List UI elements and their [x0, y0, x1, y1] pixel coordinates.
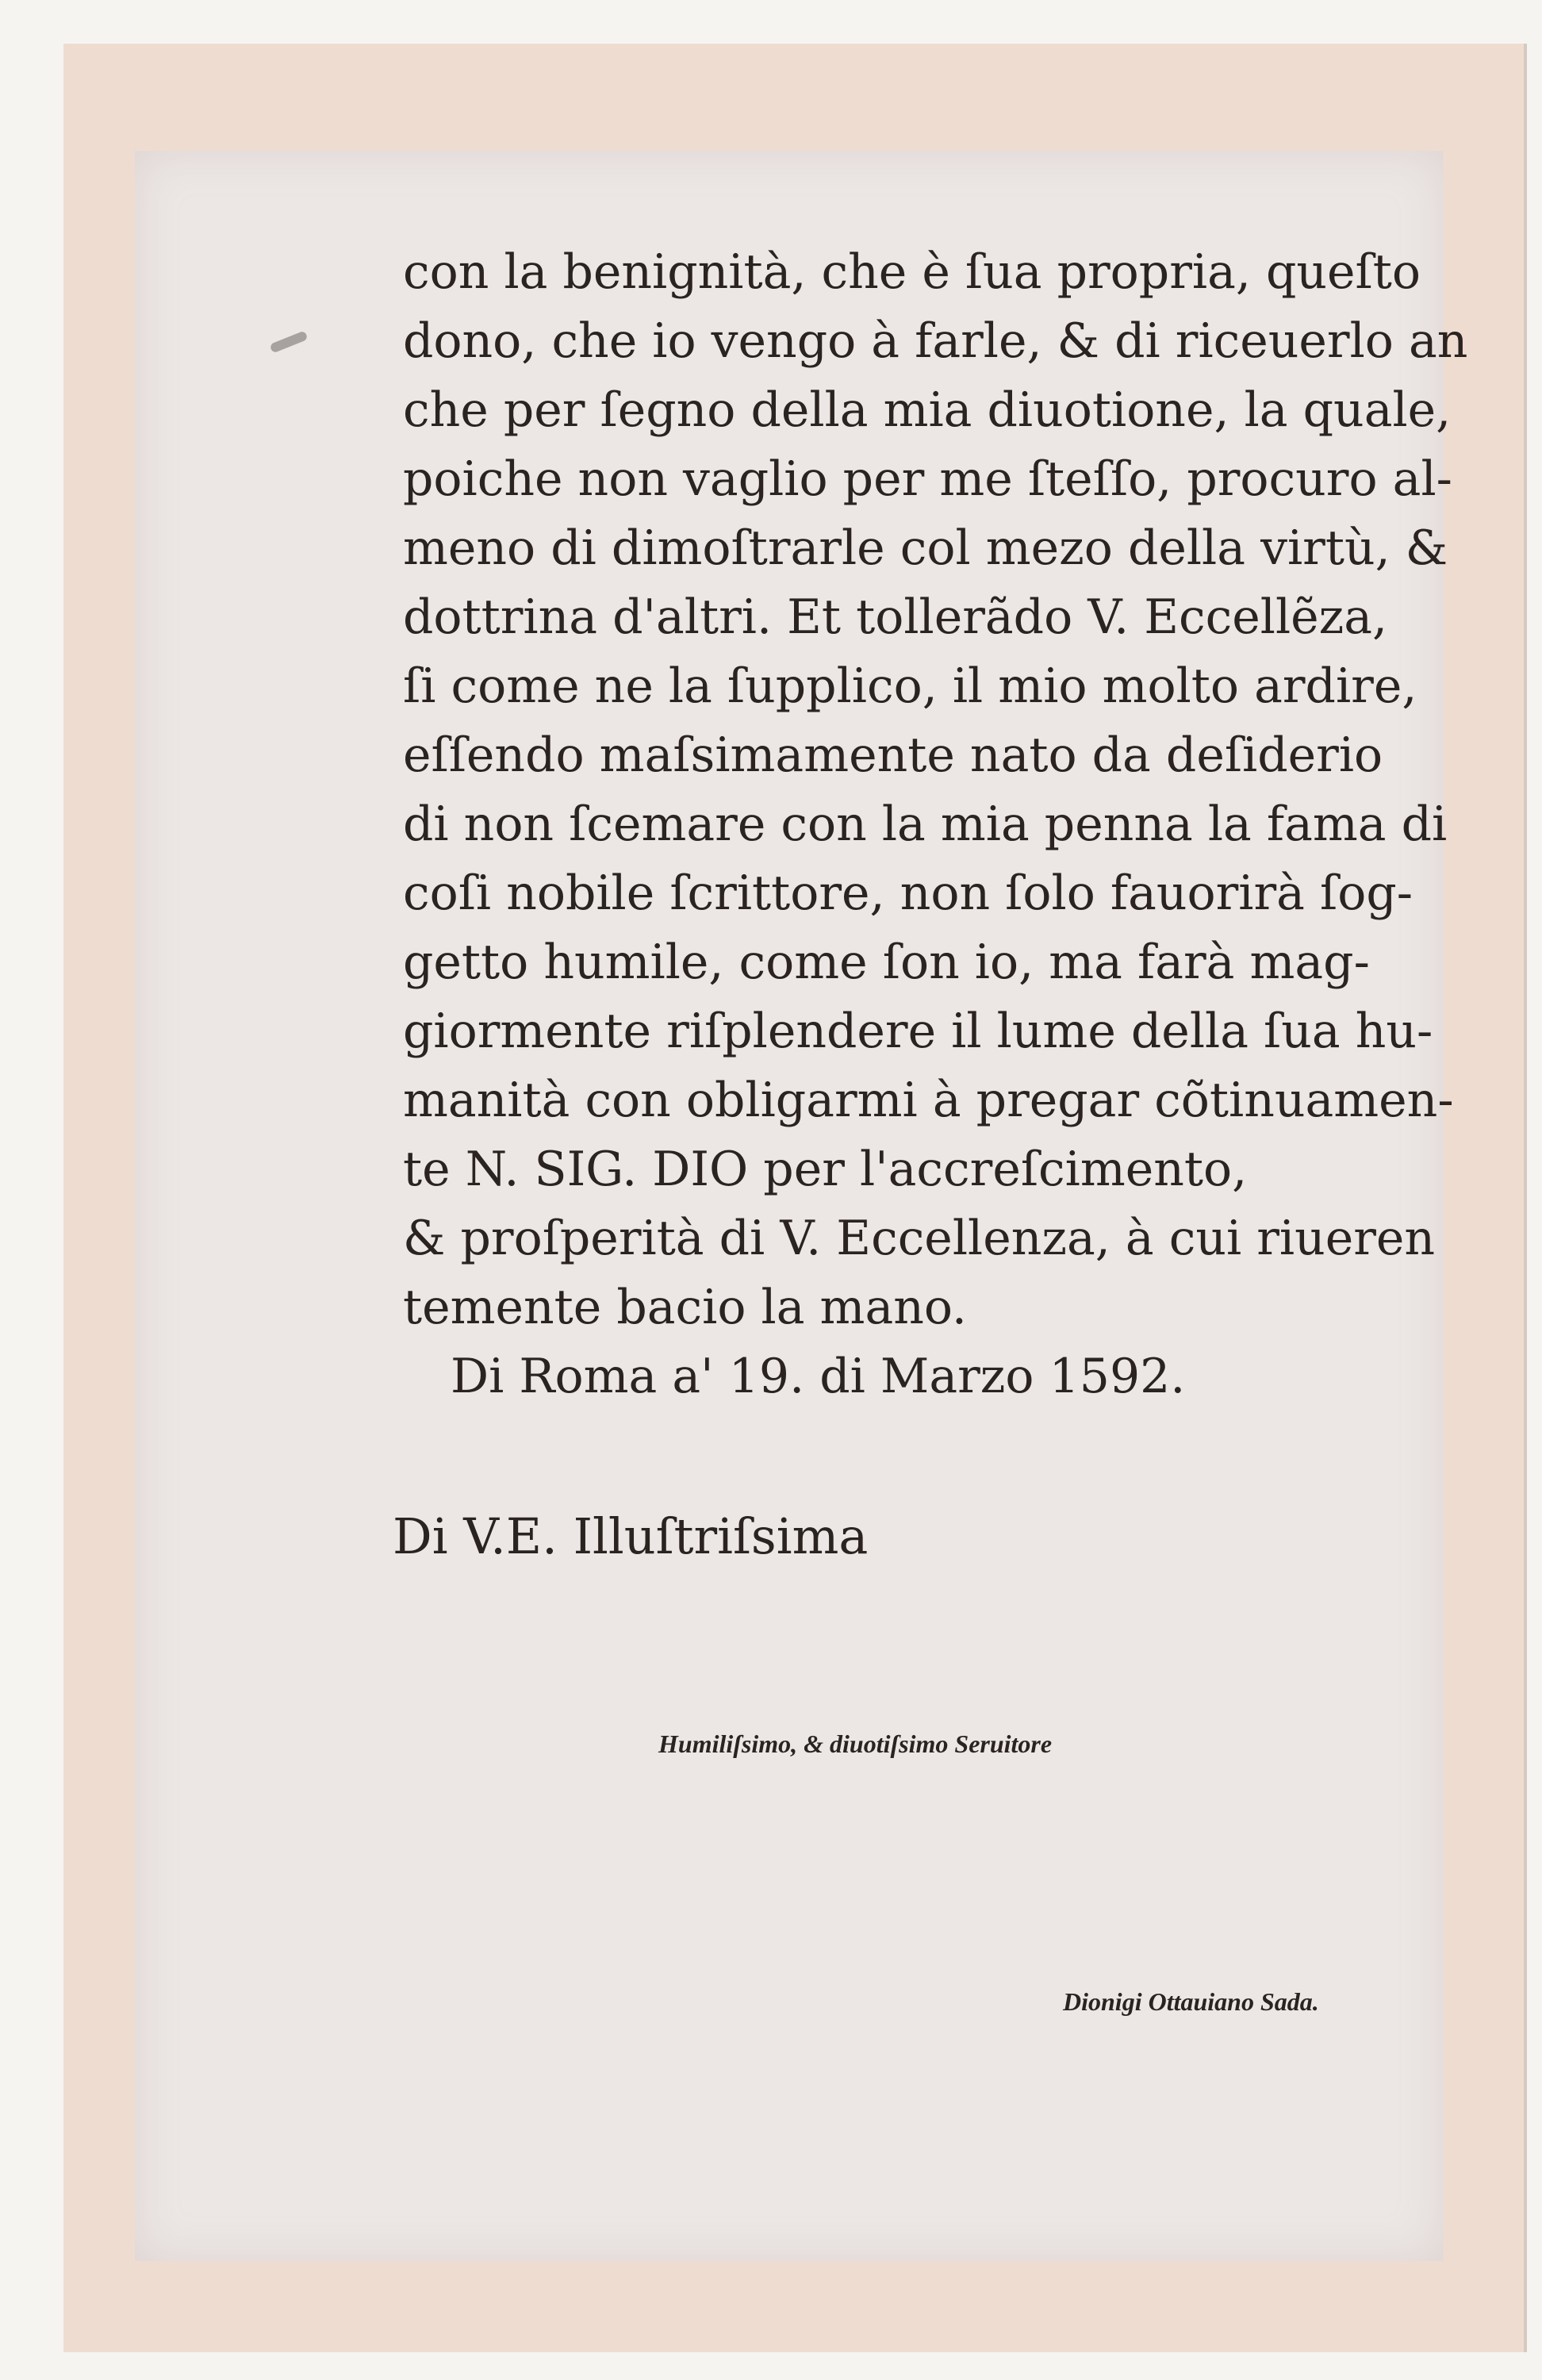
closing-line: Humiliſsimo, & diuotiſsimo Seruitore	[658, 1729, 1053, 1758]
body-line: dottrina d'altri. Et tollerãdo V. Eccellẽza,	[403, 589, 1388, 645]
body-line: temente bacio la mano.	[403, 1280, 968, 1335]
body-line: te N. SIG. DIO per l'accreſcimento,	[403, 1142, 1248, 1197]
body-line: eſſendo maſsimamente nato da deſiderio	[403, 727, 1383, 783]
date-line: Di Roma a' 19. di Marzo 1592.	[451, 1349, 1186, 1404]
body-line: con la benignità, che è ſua propria, queſto	[403, 244, 1421, 300]
body-line: dono, che io vengo à farle, & di riceuerlo an	[403, 313, 1468, 369]
body-line: poiche non vaglio per me ſteſſo, procuro al-	[403, 451, 1452, 507]
body-line: ſi come ne la ſupplico, il mio molto ardire,	[403, 658, 1417, 714]
letter-body	[403, 238, 1482, 1411]
body-line: & proſperità di V. Eccellenza, à cui riueren	[403, 1211, 1436, 1266]
body-line: getto humile, come ſon io, ma farà mag-	[403, 935, 1370, 990]
body-line: manità con obligarmi à pregar cõtinuamen-	[403, 1073, 1454, 1128]
signature: Dionigi Ottauiano Sada.	[1063, 1987, 1319, 2016]
body-line: giormente riſplendere il lume della ſua hu-	[403, 1004, 1433, 1059]
body-line: meno di dimoſtrarle col mezo della virtù, &	[403, 520, 1448, 576]
salutation-heading: Di V.E. Illuſtriſsima	[393, 1507, 869, 1565]
body-line: che per ſegno della mia diuotione, la quale,	[403, 382, 1452, 438]
body-line: coſi nobile ſcrittore, non ſolo fauorirà ſog-	[403, 866, 1414, 921]
body-line: di non ſcemare con la mia penna la fama di	[403, 797, 1448, 852]
